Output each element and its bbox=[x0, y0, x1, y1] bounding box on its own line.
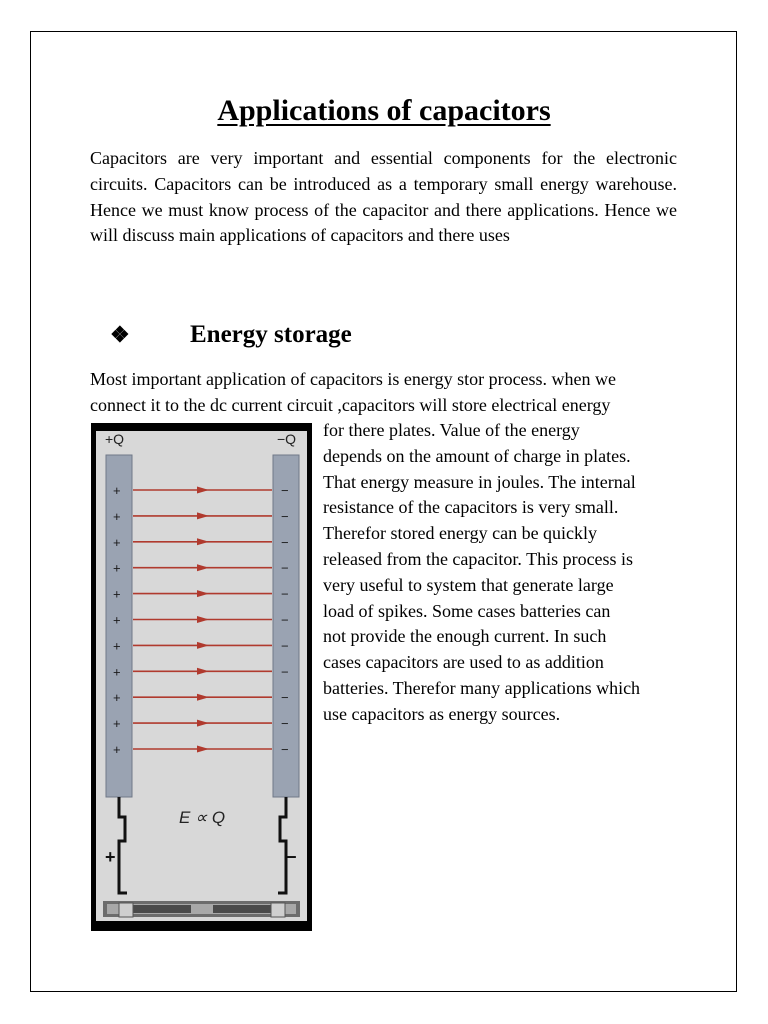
text-line: That energy measure in joules. The internal bbox=[323, 471, 636, 492]
energy-paragraph-top bbox=[90, 367, 690, 419]
battery-bar-right bbox=[213, 905, 273, 913]
text-line: resistance of the capacitors is very small. bbox=[323, 497, 619, 518]
plus-charge: + bbox=[113, 664, 121, 680]
minus-charge: − bbox=[281, 690, 289, 706]
capacitor-figure bbox=[91, 423, 312, 931]
plus-charge: + bbox=[113, 716, 121, 732]
text-line: depends on the amount of charge in plates. bbox=[323, 445, 631, 466]
text-line: not provide the enough current. In such bbox=[323, 626, 607, 647]
figure-bottom-bar bbox=[91, 921, 312, 931]
left-terminal-post bbox=[119, 903, 133, 917]
plus-charge: + bbox=[113, 638, 121, 654]
text-line: released from the capacitor. This process is bbox=[323, 548, 634, 569]
page-title: Applications of capacitors bbox=[217, 94, 551, 127]
plus-charge: + bbox=[113, 483, 121, 498]
minus-charge: − bbox=[281, 664, 289, 680]
text-line: load of spikes. Some cases batteries can bbox=[323, 600, 611, 621]
terminal-minus: − bbox=[286, 847, 297, 867]
diamond-bullet-icon: ❖ bbox=[110, 322, 130, 347]
text-line: use capacitors as energy sources. bbox=[323, 703, 561, 724]
section-heading-text: Energy storage bbox=[190, 321, 352, 348]
plus-charge: + bbox=[113, 534, 121, 550]
plus-charge: + bbox=[113, 586, 121, 602]
text-line: connect it to the dc current circuit ,capacitors will store electrical energy bbox=[90, 394, 611, 415]
text-line: for there plates. Value of the energy bbox=[323, 420, 580, 440]
intro-paragraph: Capacitors are very important and essential components for the electronic circuits. Capacitors can be introduced as a temporary small energy warehouse. Hence we must know process of the capacitor and there applications. Hence we will discuss main applications of capacitors and there uses bbox=[90, 148, 677, 246]
text-line: very useful to system that generate large bbox=[323, 574, 614, 595]
equation-label: E ∝ Q bbox=[179, 808, 226, 827]
text-line: batteries. Therefor many applications which bbox=[323, 677, 641, 698]
plus-charge: + bbox=[113, 742, 121, 757]
plus-charge: + bbox=[113, 560, 121, 576]
text-line: Therefor stored energy can be quickly bbox=[323, 523, 598, 544]
figure-top-bar bbox=[91, 423, 312, 431]
minus-charge: − bbox=[281, 638, 289, 654]
section-heading bbox=[110, 321, 352, 349]
minus-charge: − bbox=[281, 483, 289, 498]
plus-charge: + bbox=[113, 612, 121, 628]
minus-charge: − bbox=[281, 534, 289, 550]
plus-q-label: +Q bbox=[105, 431, 125, 447]
figure-left-edge bbox=[91, 423, 96, 931]
energy-paragraph-side bbox=[323, 418, 693, 728]
plus-charge: + bbox=[113, 690, 121, 706]
minus-charge: − bbox=[281, 612, 289, 628]
terminal-plus: + bbox=[105, 847, 116, 867]
text-line: Most important application of capacitors is energy stor process. when we bbox=[90, 369, 617, 389]
minus-q-label: −Q bbox=[277, 431, 297, 447]
minus-charge: − bbox=[281, 586, 289, 602]
right-terminal-post bbox=[271, 903, 285, 917]
minus-charge: − bbox=[281, 742, 289, 757]
plus-charge: + bbox=[113, 508, 121, 524]
text-line: cases capacitors are used to as addition bbox=[323, 652, 604, 673]
figure-right-edge bbox=[307, 423, 312, 931]
minus-charge: − bbox=[281, 508, 289, 524]
battery-bar-left bbox=[131, 905, 191, 913]
minus-charge: − bbox=[281, 716, 289, 732]
minus-charge: − bbox=[281, 560, 289, 576]
capacitor-diagram bbox=[91, 423, 312, 931]
